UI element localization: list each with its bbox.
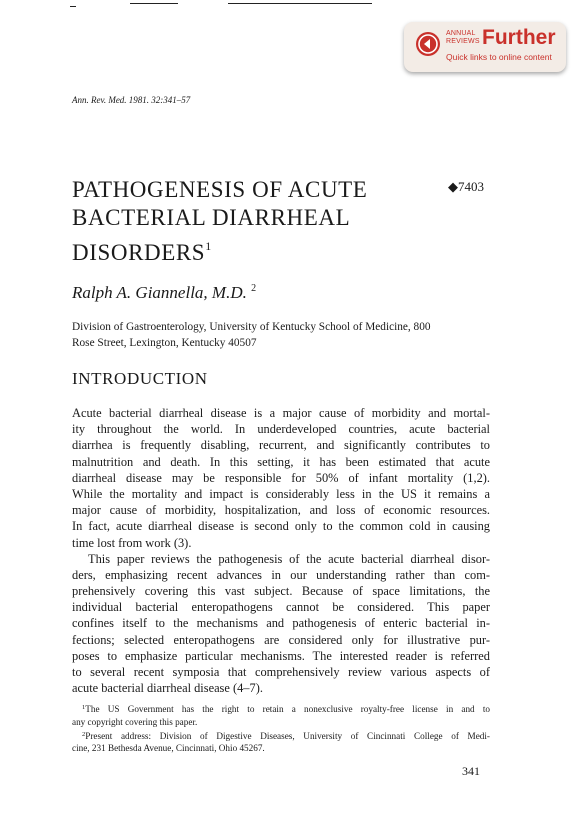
body-line: to several recent symposia that comprehensively review various aspects of [72,665,490,679]
title-line-3: DISORDERS [72,240,206,265]
further-tagline: Quick links to online content [446,52,552,62]
footnote-1-line: any copyright covering this paper. [72,716,198,727]
body-line: Acute bacterial diarrheal disease is a major cause of morbidity and mortal- [72,406,490,420]
further-links-badge[interactable] [404,22,566,72]
body-line: individual bacterial enteropathogens cannot be considered. This paper [72,600,490,615]
body-line: ders, emphasizing recent advances in our understanding rather than com- [72,567,490,582]
further-word: Further [482,26,556,49]
section-heading-introduction: INTRODUCTION [72,369,208,388]
author-name [72,283,256,303]
title-footnote-mark[interactable]: 1 [205,239,212,253]
body-line: diarrheal disease may be responsible for 50% of infant mortality (1,2). [72,470,490,485]
footnote-2-line: cine, 231 Bethesda Avenue, Cincinnati, Ohio 45267. [72,743,265,754]
play-arrow-icon [416,32,440,56]
top-rule-long [228,3,372,4]
article-code: ◆7403 [448,179,484,194]
body-line: major cause of morbidity, hospitalization, and loss of economic resources. [72,503,490,518]
footnote-1-text: The US Government has the right to retain a nonexclusive royalty-free license in and to [85,704,490,714]
body-line: ity throughout the world. In underdeveloped countries, acute bacterial [72,422,490,437]
body-line: acute bacterial diarrheal disease (4–7). [72,681,263,696]
body-line: malnutrition and death. In this setting, it has been estimated that acute [72,454,490,469]
footnote-2-mark: 2 [82,730,86,738]
footnote-2-text: Present address: Division of Digestive Diseases, University of Cincinnati College of Medi- [85,730,490,741]
body-line: poses to emphasize particular mechanisms. The interested reader is referred [72,648,490,663]
body-line: This paper reviews the pathogenesis of the acute bacterial diarrheal disor- [88,551,490,566]
body-line: In fact, acute diarrheal disease is second only to the common cold in causing [72,519,490,534]
top-rule-mark [70,6,76,7]
introduction-body [72,405,490,696]
affiliation-line: Division of Gastroenterology, University of Kentucky School of Medicine, 800 [72,321,431,333]
title-line-2: BACTERIAL DIARRHEAL [72,205,351,230]
brand-bottom: REVIEWS [446,38,480,45]
top-rule-short [130,3,178,4]
brand-top: ANNUAL [446,30,476,37]
title-line-1: PATHOGENESIS OF ACUTE [72,177,368,202]
annual-reviews-logo-text [446,30,480,46]
body-line: prehensively covering this vast subject. Because of space limitations, the [72,584,490,599]
article-title [72,176,392,267]
footnote-2-line [72,729,490,743]
body-line: fections; selected enteropathogens are considered only for illustrative pur- [72,632,490,647]
footnote-1-line [72,702,490,716]
body-line: diarrhea is frequently disabling, recurrent, and significantly contributes to [72,438,490,453]
footnotes [72,702,490,755]
author-name-text: Ralph A. Giannella, M.D. [72,283,247,302]
journal-citation: Ann. Rev. Med. 1981. 32:341–57 [72,95,191,105]
body-line: time lost from work (3). [72,535,192,550]
author-footnote-mark[interactable]: 2 [251,283,257,294]
page-number: 341 [462,764,480,778]
affiliation-line: Rose Street, Lexington, Kentucky 40507 [72,337,257,349]
footnote-1-mark: 1 [82,704,86,711]
body-line: confines itself to the mechanisms and pathogenesis of enteric bacterial in- [72,616,490,631]
author-affiliation [72,319,502,351]
body-line: While the mortality and impact is considerably less in the US it remains a [72,486,490,501]
